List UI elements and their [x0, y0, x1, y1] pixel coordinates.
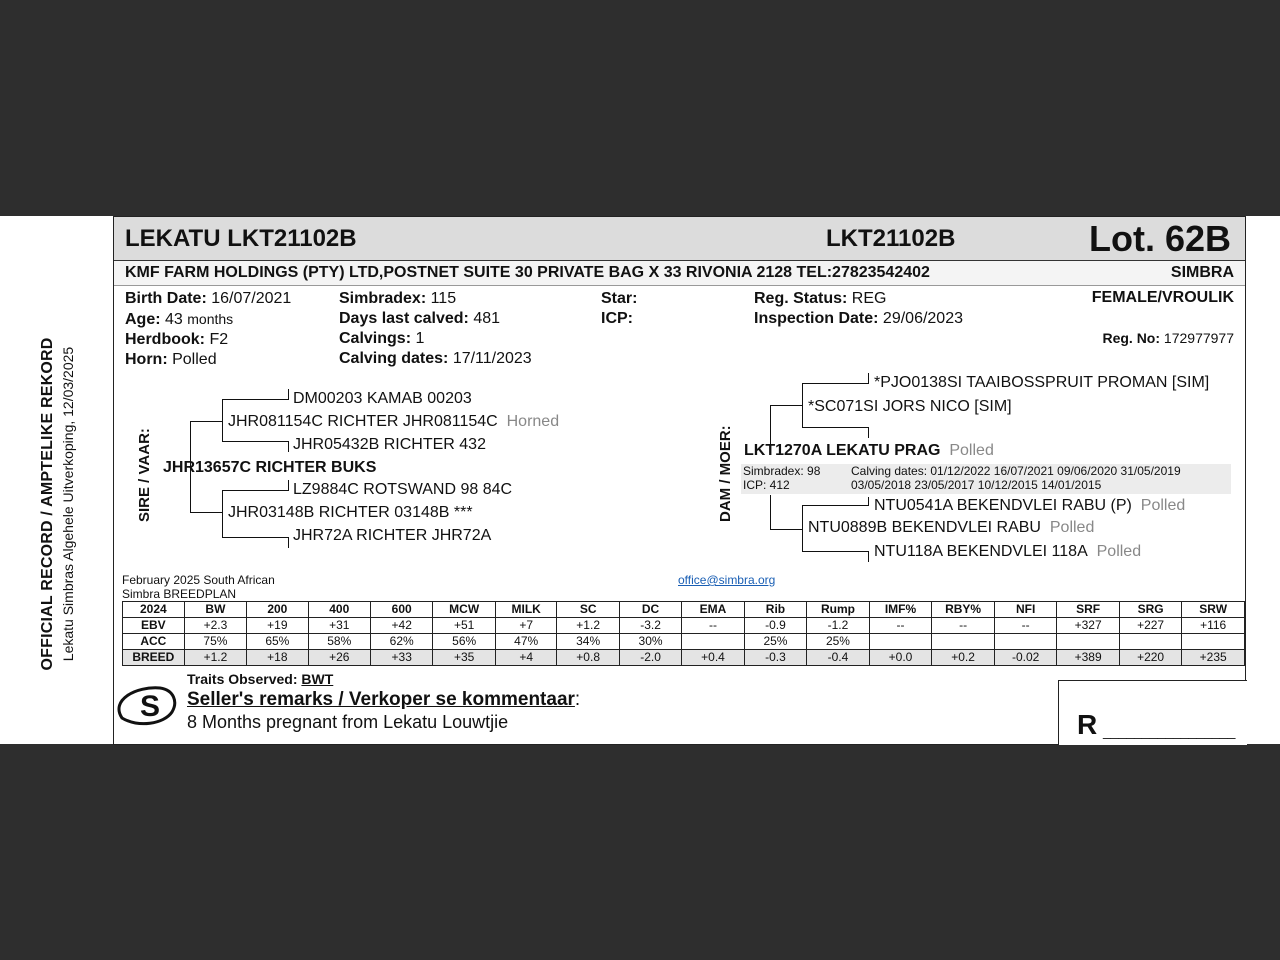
breedplan-line-2: Simbra BREEDPLAN — [122, 587, 237, 601]
ebv-cell: SC — [557, 602, 619, 618]
ebv-cell: MILK — [495, 602, 557, 618]
age-value: 43 — [165, 311, 183, 328]
herdbook-value: F2 — [209, 331, 229, 348]
ebv-cell: EMA — [682, 602, 744, 618]
sire-dam-dam: JHR72A RICHTER JHR72A — [293, 527, 492, 544]
dam-sire: *SC071SI JORS NICO [SIM] — [808, 398, 1012, 415]
ebv-cell: +1.2 — [557, 618, 619, 634]
dam-dam-sire-name: NTU0541A BEKENDVLEI RABU (P) — [874, 497, 1132, 514]
traits-value: BWT — [301, 671, 334, 687]
ebv-cell: DC — [619, 602, 681, 618]
ebv-cell: +31 — [308, 618, 370, 634]
reg-status-value: REG — [851, 290, 887, 307]
lot-number: Lot. 62B — [1089, 218, 1232, 259]
sire-dam: JHR03148B RICHTER 03148B *** — [228, 504, 473, 521]
details-col-3 — [601, 289, 637, 329]
sire-sire-horn: Horned — [506, 413, 560, 430]
simbradex-value: 115 — [430, 290, 457, 307]
dam-dam-name: NTU0889B BEKENDVLEI RABU — [808, 519, 1041, 536]
ebv-cell: Rump — [807, 602, 870, 618]
ebv-cell: ACC — [123, 634, 185, 650]
ebv-cell — [1182, 634, 1245, 650]
sire-sire-name: JHR081154C RICHTER JHR081154C — [228, 413, 498, 430]
ebv-cell: +0.4 — [682, 650, 744, 666]
ebv-cell: SRG — [1119, 602, 1181, 618]
sire-sire-dam: JHR05432B RICHTER 432 — [293, 436, 486, 453]
ebv-row — [123, 618, 1245, 634]
seller-remarks-text: 8 Months pregnant from Lekatu Louwtjie — [187, 712, 509, 732]
icp-label: ICP: — [601, 310, 633, 327]
sidebar-caption — [38, 234, 98, 774]
ebv-header-row — [123, 602, 1245, 618]
reserve-line[interactable]: _________________ — [1103, 723, 1236, 739]
days-calved-value: 481 — [473, 310, 501, 327]
dam-dam — [808, 519, 1094, 537]
star-label: Star: — [601, 290, 638, 307]
ebv-cell: +7 — [495, 618, 557, 634]
ebv-cell: 400 — [308, 602, 370, 618]
sire-sire-sire: DM00203 KAMAB 00203 — [293, 390, 472, 407]
ebv-cell: +51 — [433, 618, 496, 634]
reserve-label: R — [1077, 709, 1098, 740]
ebv-cell: 200 — [247, 602, 308, 618]
horn-label: Horn: — [125, 351, 168, 368]
sire-dam-sire: LZ9884C ROTSWAND 98 84C — [293, 481, 513, 498]
details-col-2 — [339, 289, 532, 369]
ebv-cell: -0.4 — [807, 650, 870, 666]
ebv-cell: 34% — [557, 634, 619, 650]
ebv-cell: -2.0 — [619, 650, 681, 666]
ebv-cell: -0.3 — [744, 650, 806, 666]
seller-remarks-heading: Seller's remarks / Verkoper se kommentaar: — [187, 689, 581, 710]
ebv-cell: -3.2 — [619, 618, 681, 634]
ebv-cell: -- — [869, 618, 932, 634]
ebv-cell: 600 — [370, 602, 432, 618]
ebv-cell: SRF — [1057, 602, 1119, 618]
ebv-cell: +0.2 — [932, 650, 995, 666]
ebv-cell — [932, 634, 995, 650]
ebv-cell — [994, 634, 1056, 650]
ebv-cell: +227 — [1119, 618, 1181, 634]
reserve-box — [1058, 680, 1247, 745]
ebv-cell: NFI — [994, 602, 1056, 618]
ebv-cell: +235 — [1182, 650, 1245, 666]
animal-id: LKT21102B — [826, 225, 956, 252]
ebv-cell: +19 — [247, 618, 308, 634]
dam-calving-dates-1: Calving dates: 01/12/2022 16/07/2021 09/06/2020 31/05/2019 — [851, 464, 1181, 478]
calving-dates-value: 17/11/2023 — [452, 350, 532, 367]
ebv-cell: -- — [994, 618, 1056, 634]
dam-label: DAM / MOER: — [717, 425, 734, 522]
ebv-cell: 62% — [370, 634, 432, 650]
dam-simbradex: Simbradex: 98 — [743, 464, 821, 478]
ebv-cell: 25% — [744, 634, 806, 650]
ebv-cell: 2024 — [123, 602, 185, 618]
dam-dam-dam-name: NTU118A BEKENDVLEI 118A — [874, 543, 1088, 560]
sire-label: SIRE / VAAR: — [136, 428, 153, 522]
calvings-label: Calvings: — [339, 330, 412, 347]
dam-calving-dates-2: 03/05/2018 23/05/2017 10/12/2015 14/01/2015 — [851, 478, 1102, 492]
ebv-cell: +4 — [495, 650, 557, 666]
ebv-cell: +1.2 — [184, 650, 246, 666]
owner-bar — [114, 261, 1245, 286]
dam-info-box — [741, 464, 1231, 494]
ebv-cell: 75% — [184, 634, 246, 650]
details-col-1 — [125, 289, 291, 370]
ebv-cell: MCW — [433, 602, 496, 618]
ebv-cell — [1119, 634, 1181, 650]
dam-name: LKT1270A LEKATU PRAG — [744, 442, 941, 459]
animal-name: LEKATU LKT21102B — [125, 225, 357, 252]
ebv-cell: -0.02 — [994, 650, 1056, 666]
seller-remarks-label: Seller's remarks / Verkoper se kommentaar — [187, 689, 575, 710]
ebv-cell: +389 — [1057, 650, 1119, 666]
dam-dam-dam — [874, 543, 1141, 561]
sire-sire — [228, 413, 559, 431]
horn-value: Polled — [172, 351, 217, 368]
dam-dam-dam-horn: Polled — [1096, 543, 1142, 560]
ebv-cell: +0.8 — [557, 650, 619, 666]
owner-address: KMF FARM HOLDINGS (PTY) LTD,POSTNET SUITE 30 PRIVATE BAG X 33 RIVONIA 2128 TEL:27823542402 — [125, 264, 930, 281]
ebv-cell: +220 — [1119, 650, 1181, 666]
inspection-value: 29/06/2023 — [882, 310, 963, 327]
calvings-value: 1 — [415, 330, 425, 347]
email-link[interactable]: office@simbra.org — [678, 573, 776, 587]
ebv-cell: +327 — [1057, 618, 1119, 634]
dam-dam-horn: Polled — [1049, 519, 1095, 536]
ebv-cell: IMF% — [869, 602, 932, 618]
ebv-cell: SRW — [1182, 602, 1245, 618]
ebv-cell: +18 — [247, 650, 308, 666]
reg-no-value: 172977977 — [1163, 330, 1234, 346]
ebv-cell: BW — [184, 602, 246, 618]
ebv-cell — [682, 634, 744, 650]
ebv-cell: 25% — [807, 634, 870, 650]
ebv-cell: 30% — [619, 634, 681, 650]
ebv-cell: +42 — [370, 618, 432, 634]
herdbook-label: Herdbook: — [125, 331, 205, 348]
ebv-cell: -0.9 — [744, 618, 806, 634]
dam-icp: ICP: 412 — [743, 478, 790, 492]
record-frame — [113, 216, 1246, 745]
reg-number — [1102, 330, 1234, 346]
ebv-cell: RBY% — [932, 602, 995, 618]
sale-name-label: Lekatu Simbras Algehele Uitverkoping, 12/03/2025 — [60, 346, 76, 662]
reg-no-label: Reg. No: — [1102, 330, 1161, 346]
birth-date-value: 16/07/2021 — [211, 290, 292, 307]
ebv-cell: -- — [932, 618, 995, 634]
ebv-cell — [869, 634, 932, 650]
ebv-cell: BREED — [123, 650, 185, 666]
simbradex-label: Simbradex: — [339, 290, 427, 307]
reg-status-label: Reg. Status: — [754, 290, 848, 307]
logo-letter: S — [140, 690, 161, 723]
details-col-4 — [754, 289, 963, 329]
traits-observed — [187, 671, 333, 687]
ebv-cell: Rib — [744, 602, 806, 618]
age-unit: months — [187, 311, 234, 327]
traits-label: Traits Observed: — [187, 671, 298, 687]
ebv-cell: 47% — [495, 634, 557, 650]
breed-row — [123, 650, 1245, 666]
breedplan-caption — [122, 573, 275, 601]
ebv-cell: 58% — [308, 634, 370, 650]
breedplan-line-1: February 2025 South African — [122, 573, 275, 587]
sale-card — [0, 216, 1280, 744]
ebv-cell: +0.0 — [869, 650, 932, 666]
dam-horn: Polled — [949, 442, 994, 459]
days-calved-label: Days last calved: — [339, 310, 469, 327]
ebv-cell: +26 — [308, 650, 370, 666]
ebv-cell: +33 — [370, 650, 432, 666]
ebv-cell — [1057, 634, 1119, 650]
ebv-cell: -1.2 — [807, 618, 870, 634]
ebv-cell: +35 — [433, 650, 496, 666]
ebv-cell: 65% — [247, 634, 308, 650]
simbra-logo-icon — [114, 680, 178, 730]
dam-name-row — [744, 442, 994, 460]
ebv-cell: EBV — [123, 618, 185, 634]
ebv-cell: +116 — [1182, 618, 1245, 634]
ebv-cell: 56% — [433, 634, 496, 650]
sex-label: FEMALE/VROULIK — [1091, 289, 1234, 306]
ebv-cell: +2.3 — [184, 618, 246, 634]
birth-date-label: Birth Date: — [125, 290, 207, 307]
dam-sire-sire: *PJO0138SI TAAIBOSSPRUIT PROMAN [SIM] — [874, 374, 1210, 391]
dam-dam-sire — [874, 497, 1185, 515]
ebv-cell: -- — [682, 618, 744, 634]
title-bar — [114, 217, 1245, 261]
breed-label: SIMBRA — [1170, 264, 1234, 281]
acc-row — [123, 634, 1245, 650]
dam-dam-sire-horn: Polled — [1140, 497, 1186, 514]
calving-dates-label: Calving dates: — [339, 350, 449, 367]
inspection-label: Inspection Date: — [754, 310, 879, 327]
ebv-table — [122, 601, 1245, 666]
official-record-label: OFFICIAL RECORD / AMPTELIKE REKORD — [39, 337, 56, 671]
sire-name: JHR13657C RICHTER BUKS — [163, 459, 377, 476]
age-label: Age: — [125, 311, 161, 328]
